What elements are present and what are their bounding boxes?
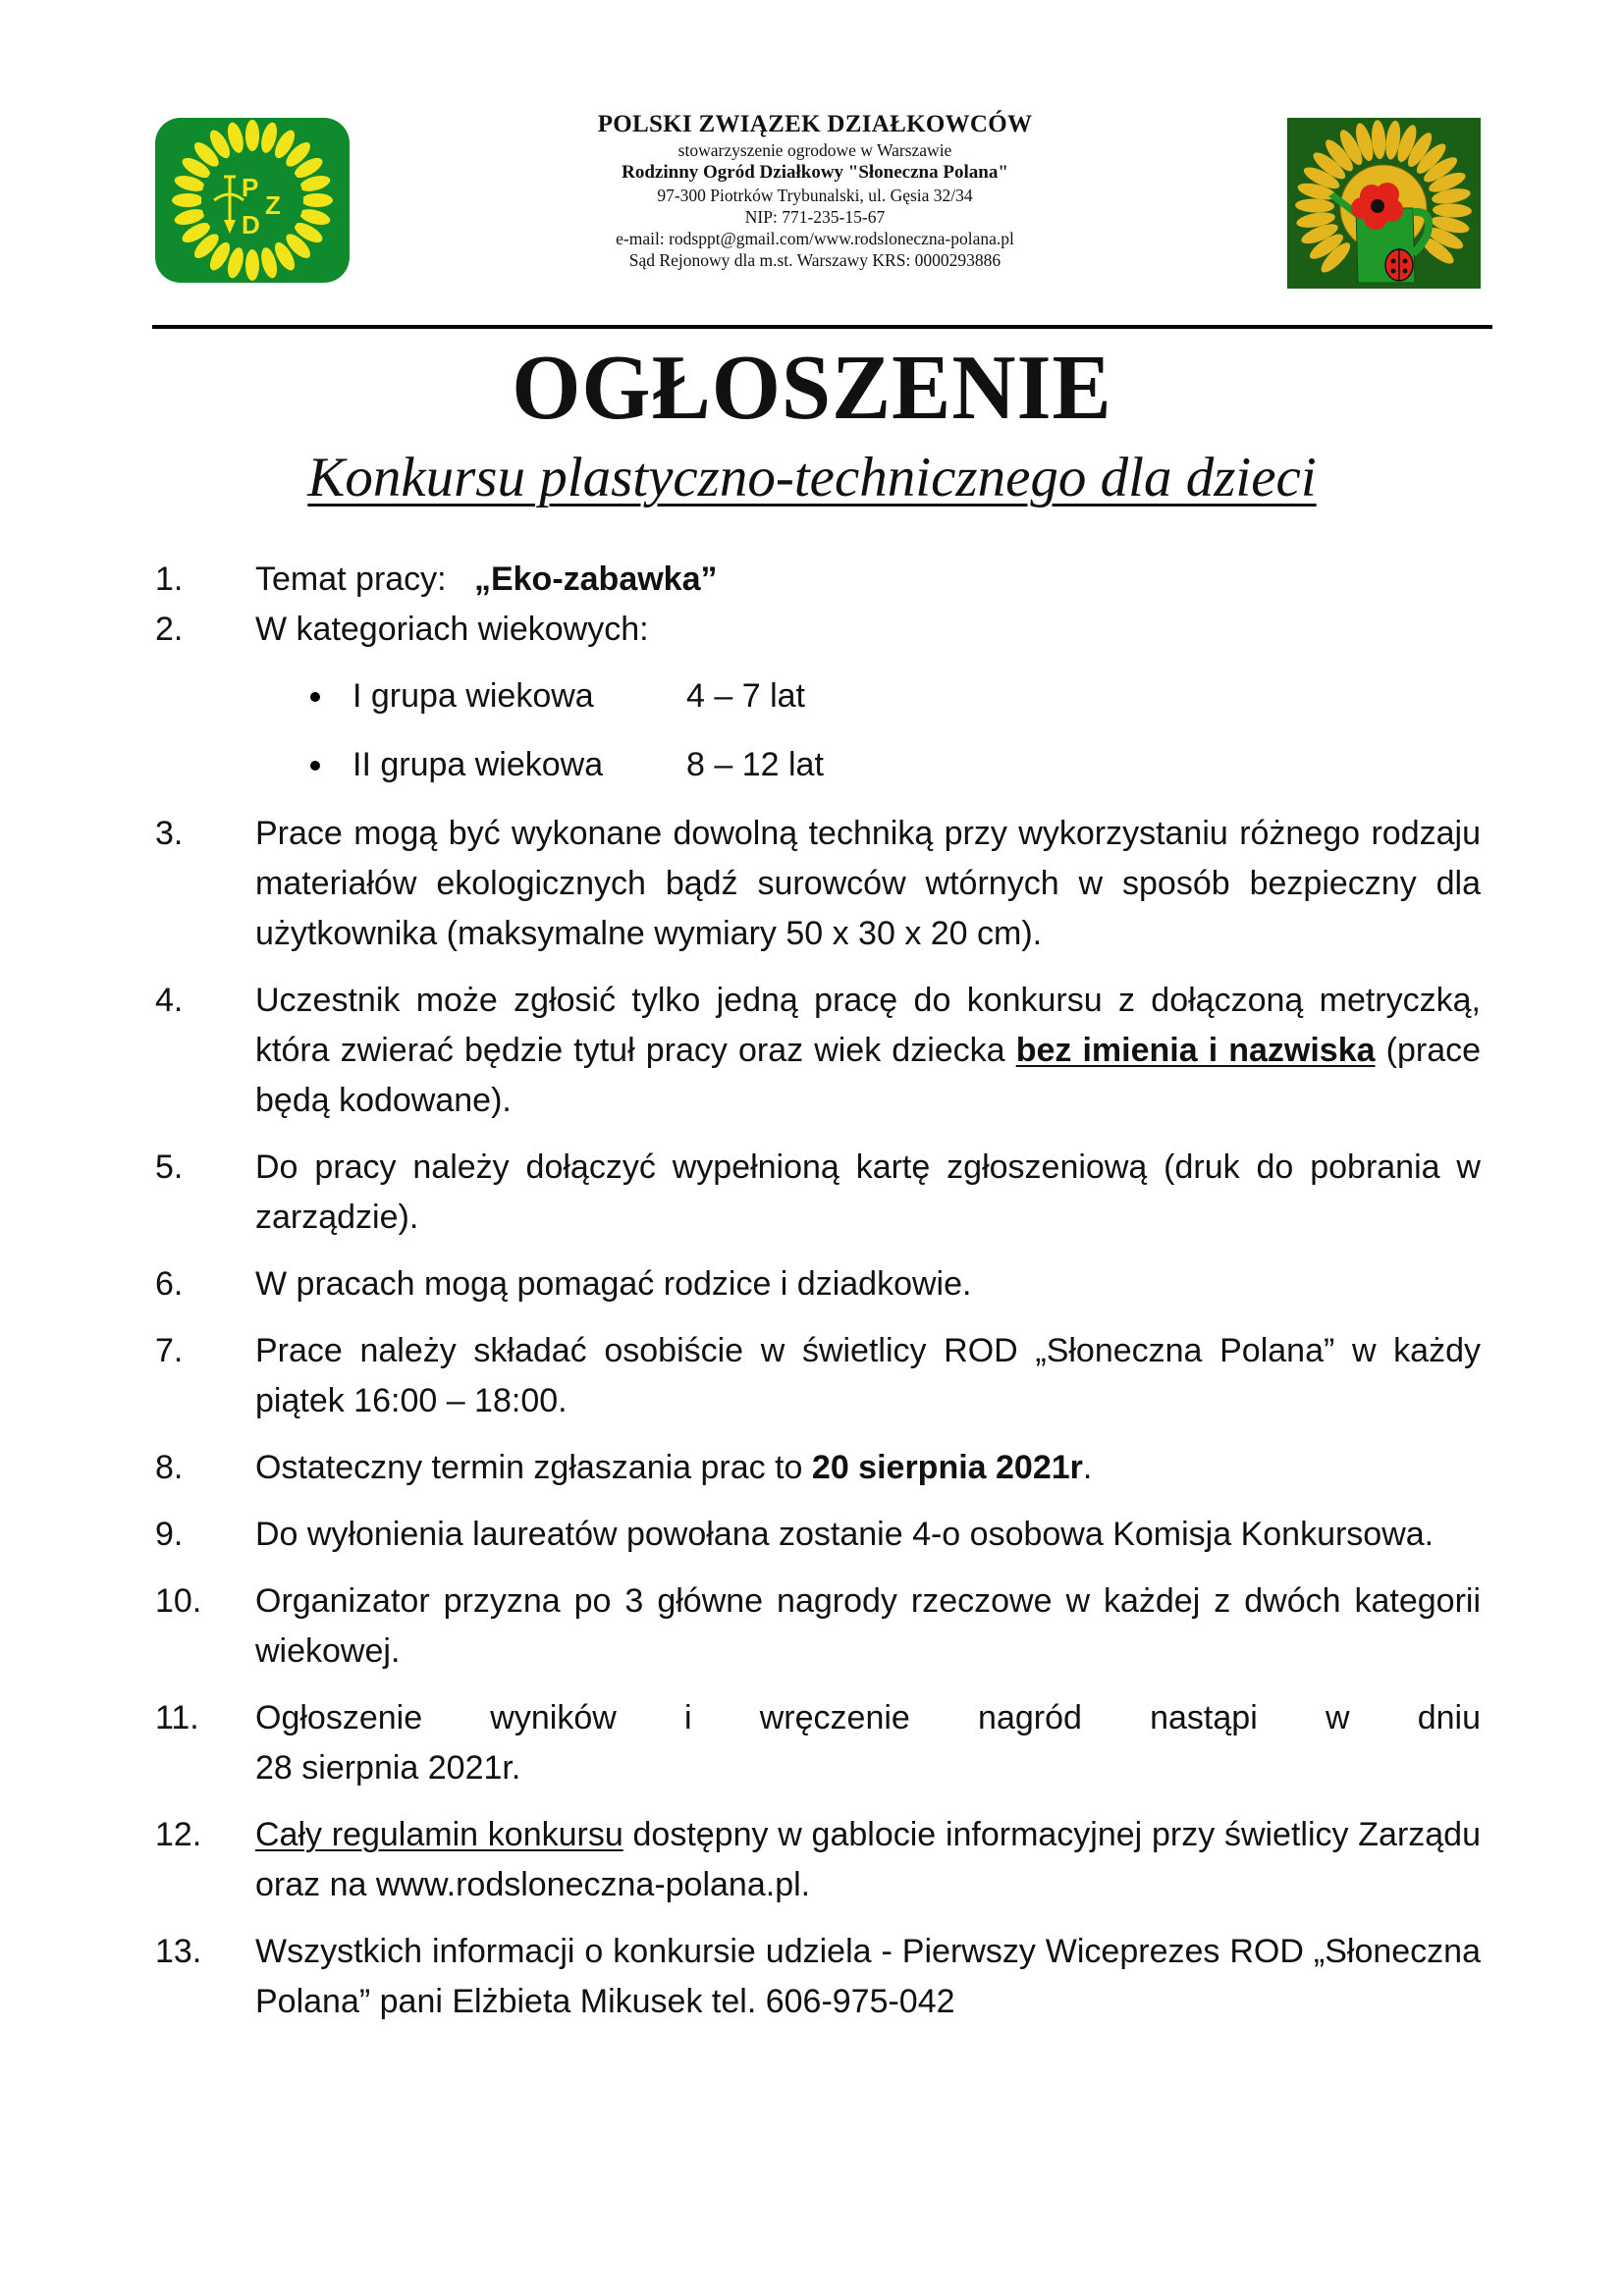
age-group bbox=[302, 671, 1481, 721]
address-line: 97-300 Piotrków Trybunalski, ul. Gęsia 32/34 bbox=[657, 186, 973, 205]
organization-name: POLSKI ZWIĄZEK DZIAŁKOWCÓW bbox=[597, 111, 1033, 137]
item-label: Temat pracy: bbox=[255, 561, 447, 598]
item-text-line2: 28 sierpnia 2021r. bbox=[255, 1749, 521, 1787]
age-group-range: 4 – 7 lat bbox=[686, 677, 805, 715]
court-line: Sąd Rejonowy dla m.st. Warszawy KRS: 0000293886 bbox=[628, 250, 1001, 270]
letterhead bbox=[491, 110, 1139, 271]
contact-line: e-mail: rodsppt@gmail.com/www.rodsloneczna-polana.pl bbox=[616, 229, 1014, 248]
item-number: 8. bbox=[155, 1449, 184, 1486]
anonymity-note: bez imienia i nazwiska bbox=[1015, 1032, 1376, 1069]
list-item bbox=[155, 1143, 1481, 1243]
list-item bbox=[155, 976, 1481, 1126]
deadline-date: 20 sierpnia 2021r bbox=[811, 1449, 1083, 1486]
item-text: Ostateczny termin zgłaszania prac to bbox=[255, 1449, 812, 1486]
item-number: 13. bbox=[155, 1933, 202, 1970]
pzd-logo-icon bbox=[155, 118, 350, 283]
item-number: 4. bbox=[155, 982, 184, 1019]
sunflower-watering-can-logo-icon bbox=[1287, 118, 1481, 289]
list-item bbox=[155, 605, 1481, 655]
item-number: 6. bbox=[155, 1265, 184, 1303]
rules-list bbox=[155, 555, 1481, 2044]
item-text: Prace należy składać osobiście w świetlicy ROD „Słoneczna Polana” w każdy piątek 16:00 – 18:00. bbox=[255, 1332, 1481, 1419]
item-text: Ogłoszenie wyników i wręczenie nagród nastąpi w dniu bbox=[255, 1699, 1481, 1736]
age-group-name: I grupa wiekowa bbox=[352, 677, 594, 715]
item-number: 11. bbox=[155, 1699, 199, 1736]
bullet-icon bbox=[310, 692, 320, 702]
page-title: OGŁOSZENIE bbox=[512, 337, 1112, 439]
list-item bbox=[155, 1810, 1481, 1910]
item-text: Do wyłonienia laureatów powołana zostanie 4-o osobowa Komisja Konkursowa. bbox=[255, 1516, 1435, 1553]
list-item bbox=[155, 809, 1481, 959]
rules-link-text: Cały regulamin konkursu bbox=[255, 1816, 623, 1853]
garden-name: Rodzinny Ogród Działkowy "Słoneczna Polana" bbox=[622, 162, 1008, 183]
item-text: Organizator przyzna po 3 główne nagrody rzeczowe w każdej z dwóch kategorii wiekowej. bbox=[255, 1582, 1481, 1670]
item-text: W pracach mogą pomagać rodzice i dziadkowie. bbox=[255, 1265, 972, 1303]
item-text: Wszystkich informacji o konkursie udziela - Pierwszy Wiceprezes ROD „Słoneczna Polana” pani Elżbieta Mikusek tel. 606-975-042 bbox=[255, 1933, 1481, 2020]
list-item bbox=[155, 1510, 1481, 1560]
item-text: dostępny w gablocie informacyjnej przy świetlicy Zarządu oraz na www.rodsloneczna-polana.pl. bbox=[255, 1816, 1481, 1903]
item-text-after: (prace będą kodowane). bbox=[255, 1032, 1482, 1119]
svg-text:Z: Z bbox=[265, 190, 281, 220]
item-number: 5. bbox=[155, 1148, 184, 1186]
age-group-name: II grupa wiekowa bbox=[352, 746, 604, 783]
list-item bbox=[155, 1326, 1481, 1426]
item-number: 2. bbox=[155, 611, 184, 648]
header-divider bbox=[152, 325, 1492, 329]
item-text: Prace mogą być wykonane dowolną techniką przy wykorzystaniu różnego rodzaju materiałów ekologicznych bądź surowców wtórnych w sposób bezpieczny dla użytkownika (maksymalne wymiary 50 x 30 x 20 cm). bbox=[255, 815, 1481, 952]
contest-theme: „Eko-zabawka” bbox=[473, 561, 718, 598]
list-item bbox=[155, 1443, 1481, 1493]
item-number: 12. bbox=[155, 1816, 202, 1853]
age-group-range: 8 – 12 lat bbox=[686, 746, 824, 783]
list-item bbox=[155, 1259, 1481, 1309]
age-groups bbox=[155, 671, 1481, 790]
item-text: Uczestnik może zgłosić tylko jedną pracę do konkursu z dołączoną metryczką, która zwierać będzie tytuł pracy oraz wiek dziecka bbox=[255, 982, 1481, 1069]
item-text-after: . bbox=[1082, 1449, 1093, 1486]
item-number: 1. bbox=[155, 561, 184, 598]
item-text: W kategoriach wiekowych: bbox=[255, 611, 649, 648]
list-item bbox=[155, 555, 1481, 605]
item-text: Do pracy należy dołączyć wypełnioną kartę zgłoszeniową (druk do pobrania w zarządzie). bbox=[255, 1148, 1481, 1236]
list-item bbox=[155, 1693, 1481, 1793]
item-number: 9. bbox=[155, 1516, 184, 1553]
svg-text:D: D bbox=[242, 210, 260, 240]
list-item bbox=[155, 1927, 1481, 2027]
page-subtitle: Konkursu plastyczno-technicznego dla dzieci bbox=[307, 447, 1317, 508]
item-number: 3. bbox=[155, 815, 184, 852]
item-number: 10. bbox=[155, 1582, 202, 1620]
age-group bbox=[302, 740, 1481, 790]
nip-line: NIP: 771-235-15-67 bbox=[744, 207, 886, 227]
item-number: 7. bbox=[155, 1332, 184, 1369]
association-line: stowarzyszenie ogrodowe w Warszawie bbox=[677, 140, 952, 160]
svg-text:P: P bbox=[242, 173, 259, 202]
bullet-icon bbox=[310, 761, 320, 771]
list-item bbox=[155, 1576, 1481, 1677]
